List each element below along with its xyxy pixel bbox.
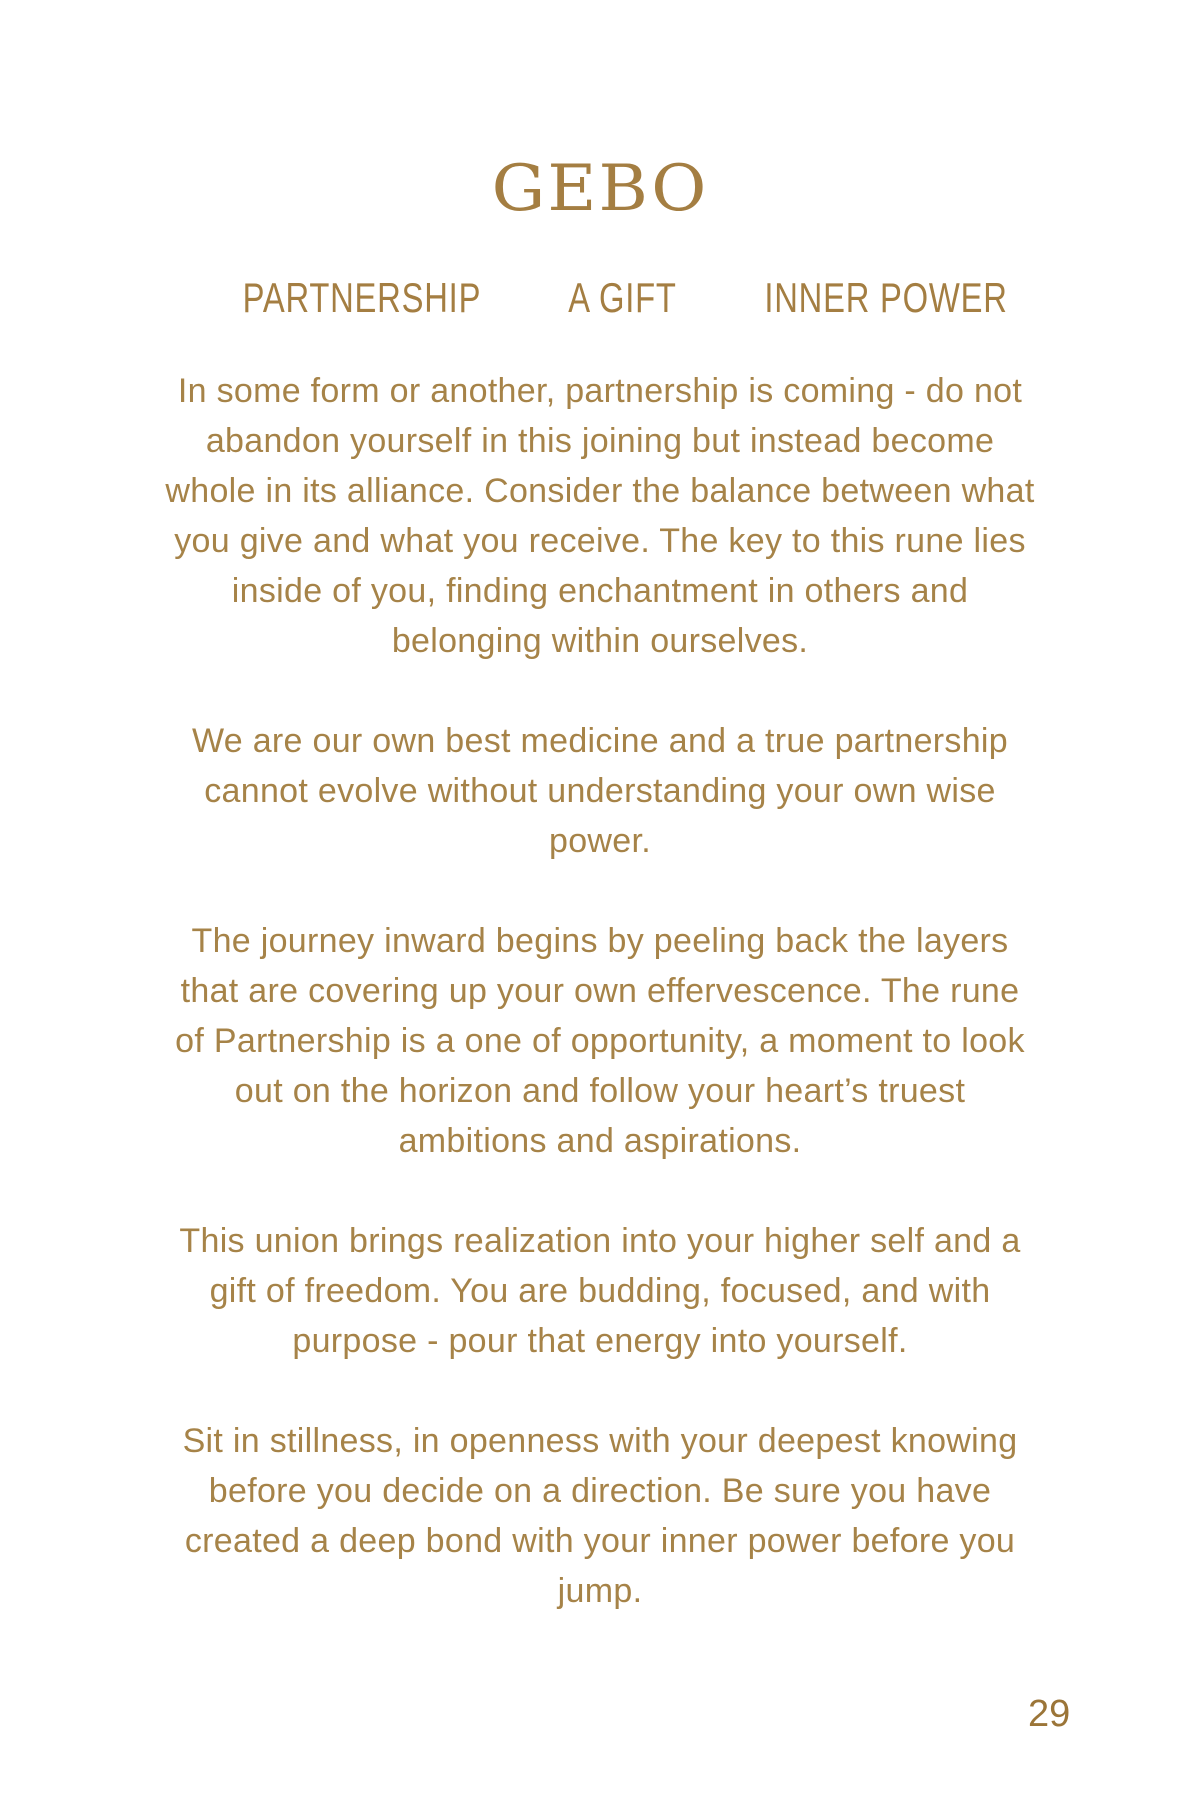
- subtitle-keyword-inner-power: INNER POWER: [764, 274, 1008, 321]
- text-line: We are our own best medicine and a true partnership: [191, 722, 1008, 760]
- text-line: before you decide on a direction. Be sure you have: [208, 1472, 992, 1510]
- text-line: cannot evolve without understanding your own wise: [204, 772, 996, 810]
- text-line: Sit in stillness, in openness with your deepest knowing: [182, 1422, 1018, 1460]
- subtitle-keyword-gift: A GIFT: [568, 274, 677, 321]
- text-line: belonging within ourselves.: [391, 622, 809, 660]
- text-line: jump.: [557, 1572, 643, 1610]
- text-line: ambitions and aspirations.: [398, 1122, 802, 1160]
- text-line: of Partnership is a one of opportunity, a moment to look: [175, 1022, 1025, 1060]
- paragraph-1: [120, 366, 1080, 666]
- text-line: purpose - pour that energy into yourself.: [292, 1322, 908, 1360]
- subtitle-keyword-partnership: PARTNERSHIP: [242, 274, 482, 321]
- text-line: created a deep bond with your inner power before you: [184, 1522, 1016, 1560]
- text-line: The journey inward begins by peeling back the layers: [191, 922, 1009, 960]
- page-title: GEBO: [491, 151, 709, 226]
- page-subtitle: [0, 226, 1200, 370]
- text-line: In some form or another, partnership is coming - do not: [177, 372, 1023, 410]
- text-line: abandon yourself in this joining but instead become: [205, 422, 995, 460]
- text-line: This union brings realization into your higher self and a: [179, 1222, 1021, 1260]
- text-line: out on the horizon and follow your heart’s truest: [234, 1072, 966, 1110]
- paragraph-5: [120, 1416, 1080, 1616]
- text-line: you give and what you receive. The key to this rune lies: [174, 522, 1026, 560]
- page-number: 29: [1028, 1693, 1071, 1735]
- body-text: [120, 366, 1080, 1666]
- text-line: gift of freedom. You are budding, focused, and with: [209, 1272, 991, 1310]
- paragraph-2: [120, 716, 1080, 866]
- text-line: power.: [549, 822, 651, 860]
- text-line: that are covering up your own effervescence. The rune: [180, 972, 1020, 1010]
- paragraph-4: [120, 1216, 1080, 1366]
- text-line: inside of you, finding enchantment in others and: [231, 572, 969, 610]
- text-line: whole in its alliance. Consider the balance between what: [165, 472, 1035, 510]
- paragraph-3: [120, 916, 1080, 1166]
